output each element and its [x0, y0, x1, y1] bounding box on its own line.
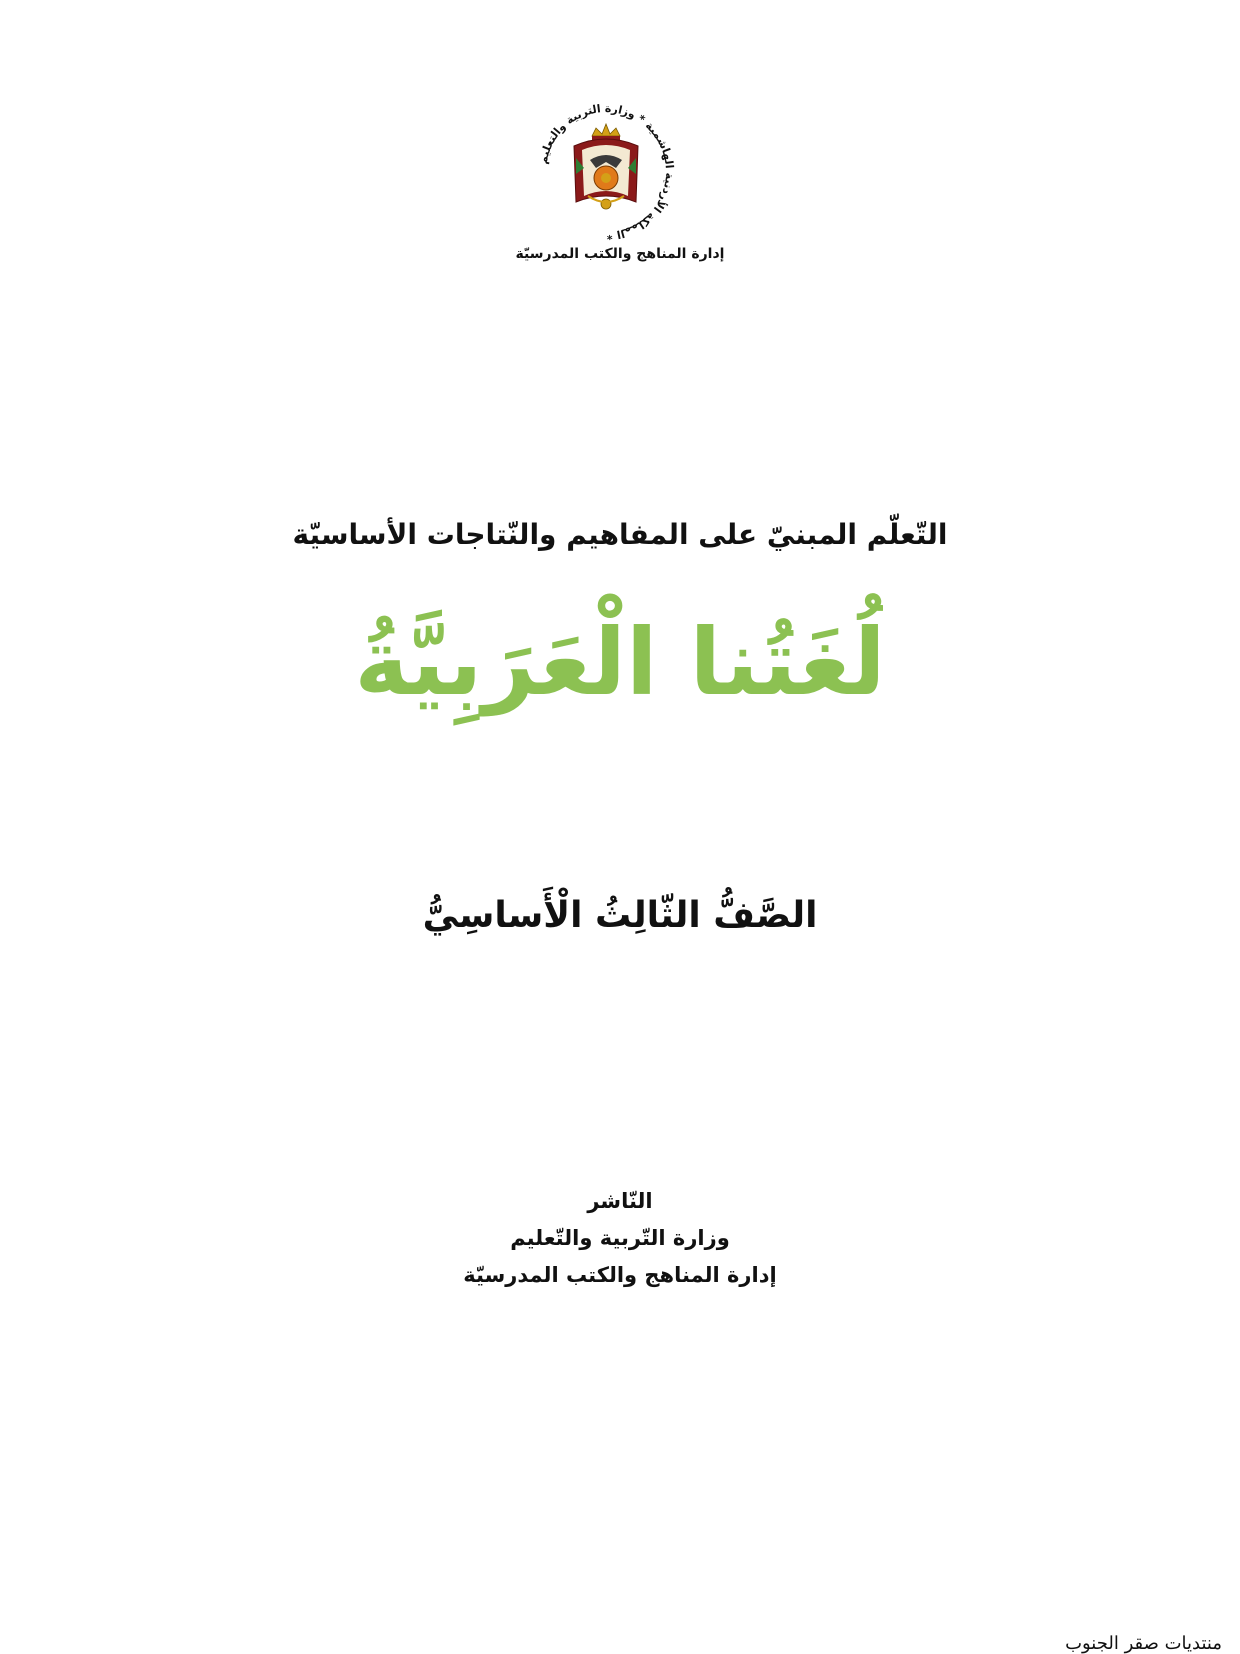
book-title: لُغَتُنا الْعَرَبِيَّةُ — [354, 609, 886, 716]
publisher-ministry: وزارة التّربية والتّعليم — [510, 1225, 730, 1250]
publisher-block — [0, 1183, 1240, 1293]
grade-level: الصَّفُّ الثّالِثُ الْأَساسِيُّ — [422, 895, 818, 936]
ministry-seal-logo — [532, 98, 680, 246]
publisher-department: إدارة المناهج والكتب المدرسيّة — [463, 1262, 777, 1287]
publisher-heading: النّاشر — [587, 1189, 653, 1213]
book-subtitle: التّعلّم المبنيّ على المفاهيم والنّتاجات الأساسيّة — [292, 518, 948, 551]
seal-caption: إدارة المناهج والكتب المدرسيّة — [515, 246, 725, 262]
seal-ring-text: المملكة الأردنية الهاشمية * وزارة التربية والتعليم * — [536, 101, 677, 243]
forum-watermark: منتديات صقر الجنوب — [1065, 1633, 1222, 1654]
